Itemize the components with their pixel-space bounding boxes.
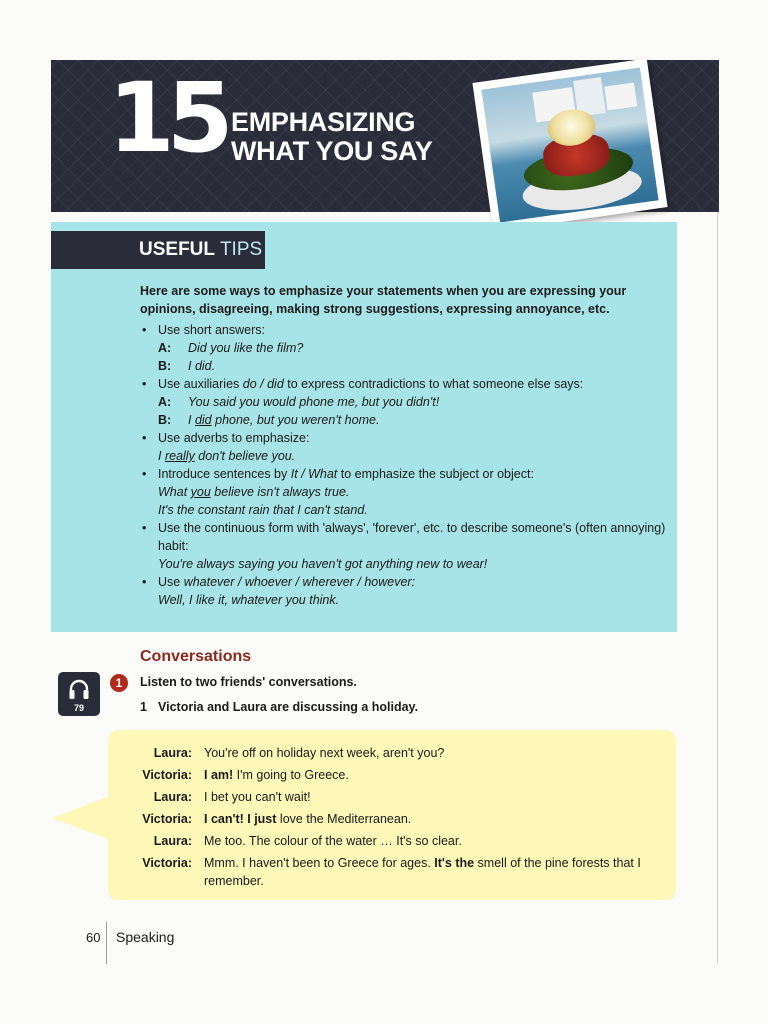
sub-instruction: 1 Victoria and Laura are discussing a holiday. [140,700,419,714]
page-number: 60 [86,930,101,945]
footer-divider [106,922,107,964]
tip-short-answers: • Use short answers: [140,321,668,339]
tip-example: It's the constant rain that I can't stand. [158,503,368,517]
speech-bubble-tail [52,796,110,840]
unit-title-line2: WHAT YOU SAY [231,136,433,166]
unit-number: 15 [108,62,226,174]
section-title: Conversations [140,648,252,665]
tip-continuous: • Use the continuous form with 'always', 'forever', etc. to describe someone's (often annoying) habit: [140,519,668,555]
tip-example: I really don't believe you. [158,449,296,463]
food-photo-image [481,68,658,223]
dialogue-line: Laura: I bet you can't wait! [153,790,311,804]
tips-label-light: TIPS [219,239,263,260]
margin-rule [717,212,718,964]
dialogue-line: Victoria: I am! I'm going to Greece. [142,768,349,782]
tip-example-b: B: I did phone, but you weren't home. [158,413,380,427]
exercise-number-badge: 1 [110,674,128,692]
tip-example-a: A: You said you would phone me, but you didn't! [158,395,440,409]
tip-example: You're always saying you haven't got anything new to wear! [158,557,488,571]
dialogue [118,744,658,894]
audio-track-number: 79 [73,703,84,713]
tip-example-b: B: I did. [158,359,216,373]
tips-list [140,321,668,609]
tips-label-bold: USEFUL [139,239,215,260]
unit-title-line1: EMPHASIZING [231,107,416,137]
tip-whatever: • Use whatever / whoever / wherever / however: [140,573,668,591]
tip-auxiliaries: • Use auxiliaries do / did to express contradictions to what someone else says: [140,375,668,393]
tips-intro: Here are some ways to emphasize your statements when you are expressing your opinions, disagreeing, making strong suggestions, expressing annoyance, etc. [140,284,627,316]
exercise-instruction: Listen to two friends' conversations. [140,675,357,689]
dialogue-line: Victoria: I can't! I just love the Mediterranean. [142,812,412,826]
tip-introduce: • Introduce sentences by It / What to emphasize the subject or object: [140,465,668,483]
tip-adverbs: • Use adverbs to emphasize: [140,429,668,447]
audio-track-button[interactable] [58,672,100,716]
dialogue-line: Laura: You're off on holiday next week, aren't you? [153,746,445,760]
section-name: Speaking [116,929,175,945]
dialogue-line: Victoria: Mmm. I haven't been to Greece for ages. It's the smell of the pine forests that I remember. [142,856,641,888]
unit-title [231,108,432,166]
food-photo [472,58,667,231]
tip-example: What you believe isn't always true. [158,485,350,499]
tip-example: Well, I like it, whatever you think. [158,593,340,607]
headphones-icon [67,677,91,701]
dialogue-line: Laura: Me too. The colour of the water … It's so clear. [153,834,462,848]
tip-example-a: A: Did you like the film? [158,341,304,355]
useful-tips-label [51,231,265,269]
